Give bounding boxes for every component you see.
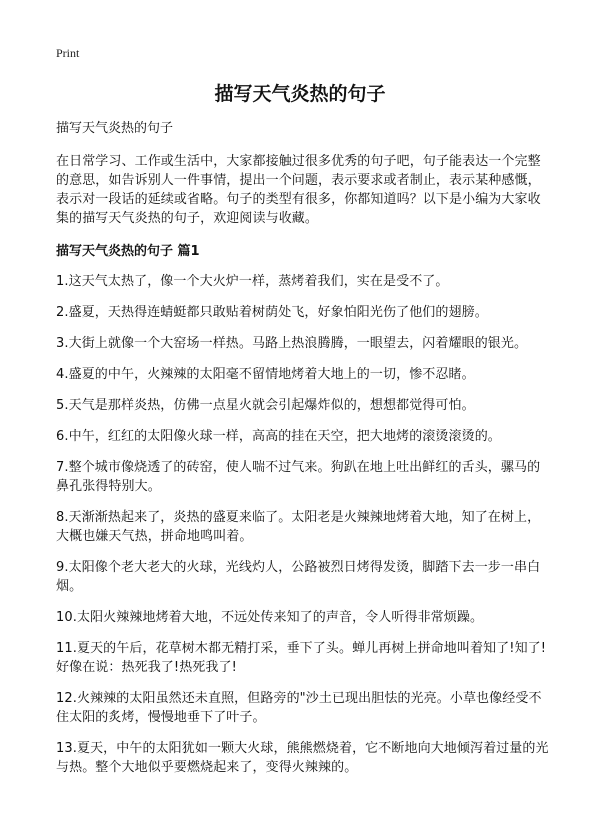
intro-paragraph: 在日常学习、工作或生活中，大家都接触过很多优秀的句子吧，句子能表达一个完整的意思，如告诉别人一件事情，提出一个问题，表示要求或者制止，表示某种感慨，表示对一段话的延续或省略。句子的类型有很多，你都知道吗？以下是小编为大家收集的描写天气炎热的句子，欢迎阅读与收藏。	[56, 154, 541, 226]
list-item: 13.夏天，中午的太阳犹如一颗大火球，熊熊燃烧着，它不断地向大地倾泻着过量的光与热。整个大地似乎要燃烧起来了，变得火辣辣的。	[56, 741, 549, 775]
list-item: 3.大街上就像一个大窑场一样热。马路上热浪腾腾，一眼望去，闪着耀眼的银光。	[56, 336, 528, 351]
list-item: 12.火辣辣的太阳虽然还未直照，但路旁的"沙土已现出胆怯的光亮。小草也像经受不住太阳的炙烤，慢慢地垂下了叶子。	[56, 691, 542, 725]
document-subtitle: 描写天气炎热的句子	[56, 121, 174, 136]
list-item: 7.整个城市像烧透了的砖窑，使人喘不过气来。狗趴在地上吐出鲜红的舌头，骡马的鼻孔张得特别大。	[56, 460, 541, 494]
document-body	[56, 120, 550, 789]
list-item: 1.这天气太热了，像一个大火炉一样，蒸烤着我们，实在是受不了。	[56, 274, 449, 289]
list-item: 2.盛夏，天热得连蜻蜓都只敢贴着树荫处飞，好象怕阳光伤了他们的翅膀。	[56, 305, 488, 320]
print-link[interactable]: Print	[56, 46, 80, 60]
list-item: 11.夏天的午后，花草树木都无精打采，垂下了头。蝉儿再树上拼命地叫着知了!知了!好像在说：热死我了!热死我了!	[56, 641, 547, 675]
section-heading: 描写天气炎热的句子 篇1	[56, 244, 200, 259]
list-item: 9.太阳像个老大老大的火球，光线灼人，公路被烈日烤得发烫，脚踏下去一步一串白烟。	[56, 560, 541, 594]
list-item: 4.盛夏的中午，火辣辣的太阳毫不留情地烤着大地上的一切，惨不忍睹。	[56, 367, 475, 382]
list-item: 6.中午，红红的太阳像火球一样，高高的挂在天空，把大地烤的滚烫滚烫的。	[56, 429, 501, 444]
list-item: 5.天气是那样炎热，仿佛一点星火就会引起爆炸似的，想想都觉得可怕。	[56, 398, 475, 413]
list-item: 8.天渐渐热起来了，炎热的盛夏来临了。太阳老是火辣辣地烤着大地，知了在树上，大概也嫌天气热，拼命地鸣叫着。	[56, 510, 541, 544]
page-title: 描写天气炎热的句子	[214, 83, 386, 105]
sentence-list	[56, 272, 550, 777]
list-item: 10.太阳火辣辣地烤着大地，不远处传来知了的声音，令人听得非常烦躁。	[56, 610, 484, 625]
